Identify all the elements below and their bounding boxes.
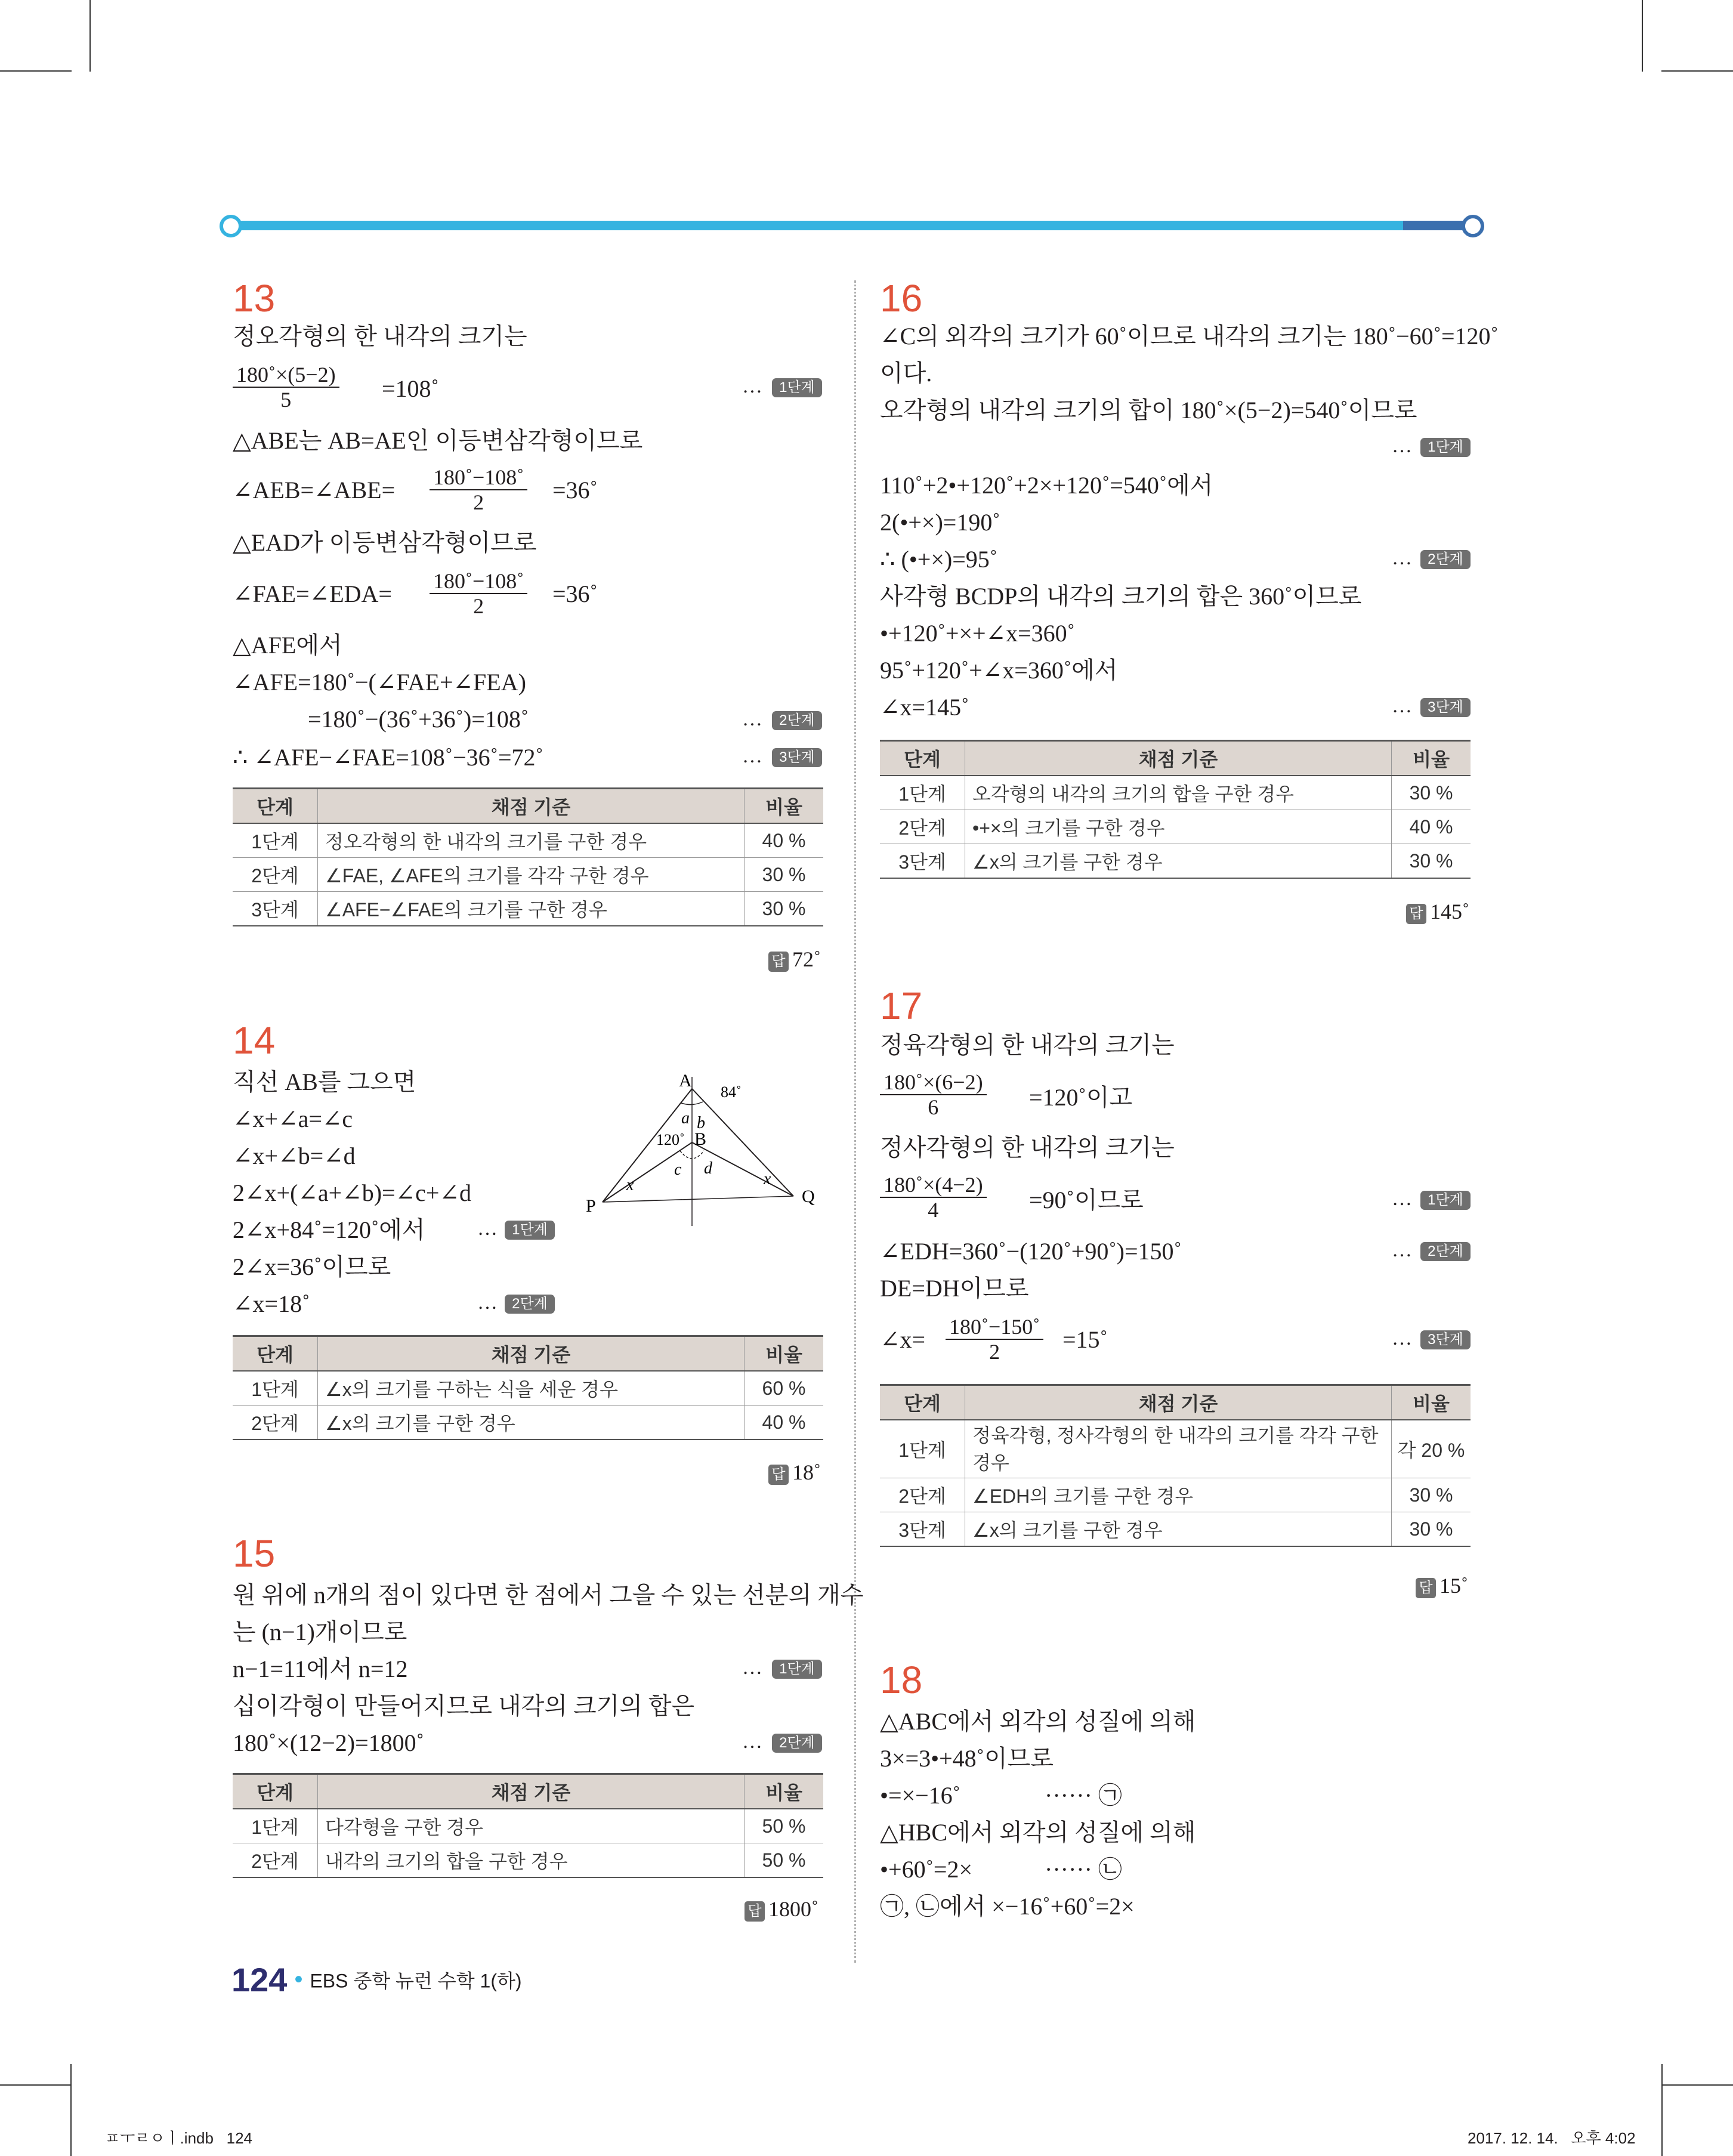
equation-ref: ······ ㉠ (1045, 1782, 1122, 1809)
table-cell: 3단계 (233, 892, 318, 926)
label-Q: Q (802, 1187, 815, 1206)
problem-number: 17 (880, 984, 923, 1027)
header-bar (220, 220, 1477, 231)
table-row (233, 1809, 823, 1843)
segment-PQ (603, 1196, 793, 1202)
solution-line: DE=DH이므로 (880, 1275, 1029, 1302)
grading-table (880, 740, 1471, 879)
solution-line: n−1=11에서 n=12 (233, 1655, 408, 1682)
solution-line: △ABE는 AB=AE인 이등변삼각형이므로 (233, 427, 643, 454)
ellipsis: … (1392, 695, 1412, 717)
table-cell: ∠EDH의 크기를 구한 경우 (965, 1478, 1392, 1512)
step-badge: 1단계 (772, 1660, 822, 1679)
ellipsis: … (1392, 1327, 1412, 1349)
ellipsis: … (477, 1218, 498, 1240)
solution-line: 원 위에 n개의 점이 있다면 한 점에서 그을 수 있는 선분의 개수 (233, 1582, 864, 1608)
table-cell: 30 % (1392, 776, 1471, 810)
solution-line: 95˚+120˚+∠x=360˚에서 (880, 657, 1118, 684)
table-cell: 30 % (1392, 844, 1471, 879)
step-badge: 3단계 (1420, 1330, 1471, 1349)
solution-line: 정사각형의 한 내각의 크기는 (880, 1134, 1175, 1161)
column-header: 단계 (233, 1336, 318, 1372)
solution-line: 십이각형이 만들어지므로 내각의 크기의 합은 (233, 1692, 695, 1719)
solution-line: 2∠x+84˚=120˚에서 (233, 1216, 425, 1243)
label-b: b (697, 1114, 705, 1132)
step-badge: 2단계 (772, 1734, 822, 1753)
table-header-row (880, 1385, 1471, 1420)
solution-line: ∠x=18˚ (233, 1290, 310, 1317)
answer (768, 947, 821, 972)
table-cell: 40 % (745, 1406, 824, 1440)
table-cell: 내각의 크기의 합을 구한 경우 (318, 1843, 745, 1878)
column-header: 비율 (745, 1774, 824, 1809)
label-c: c (674, 1160, 682, 1179)
label-a: a (681, 1109, 690, 1128)
ellipsis: … (742, 375, 762, 397)
solution-line: 180˚×(12−2)=1800˚ (233, 1729, 424, 1756)
problem-number: 18 (880, 1658, 923, 1701)
answer-value: 18˚ (792, 1460, 821, 1484)
solution-line: 110˚+2•+120˚+2×+120˚=540˚에서 (880, 472, 1213, 499)
solution-line: ∠AEB=∠ABE= (233, 477, 396, 504)
table-row (233, 1406, 823, 1440)
fraction (430, 465, 527, 514)
table-row (880, 776, 1471, 810)
solution-line: 사각형 BCDP의 내각의 크기의 합은 360˚이므로 (880, 583, 1362, 610)
solution-line: ∠x= (880, 1326, 926, 1353)
step-badge: 2단계 (505, 1295, 555, 1314)
solution-line: 2∠x=36˚이므로 (233, 1253, 391, 1280)
table-cell: ∠x의 크기를 구한 경우 (965, 844, 1392, 879)
label-120: 120˚ (656, 1131, 685, 1148)
table-cell: 3단계 (880, 844, 965, 879)
fraction-denominator: 2 (989, 1340, 1000, 1364)
table-cell: 1단계 (233, 1371, 318, 1406)
ellipsis: … (742, 708, 762, 730)
table-cell: 60 % (745, 1371, 824, 1406)
ellipsis: … (742, 745, 762, 767)
solution-line: •+120˚+×+∠x=360˚ (880, 620, 1075, 647)
fraction-denominator: 4 (928, 1198, 939, 1222)
table-row (880, 844, 1471, 879)
table-cell: 1단계 (880, 776, 965, 810)
step-badge: 1단계 (505, 1221, 555, 1240)
solution-line: ∴ (•+×)=95˚ (880, 546, 998, 573)
problem-number: 13 (233, 277, 276, 320)
column-header: 단계 (880, 1385, 965, 1420)
column-divider (854, 280, 856, 1963)
fraction-denominator: 6 (928, 1095, 939, 1119)
grading-table (880, 1384, 1471, 1547)
solution-line: ㉠, ㉡에서 ×−16˚+60˚=2× (880, 1893, 1135, 1920)
solution-line: ∠x=145˚ (880, 694, 969, 721)
fraction (880, 1070, 987, 1119)
table-cell: 30 % (745, 858, 824, 892)
crop-mark (1661, 2064, 1663, 2156)
crop-mark (0, 70, 72, 72)
label-A: A (679, 1071, 692, 1091)
table-cell: 1단계 (233, 823, 318, 858)
label-d: d (704, 1159, 712, 1178)
label-P: P (586, 1196, 596, 1216)
solution-line: ∠C의 외각의 크기가 60˚이므로 내각의 크기는 180˚−60˚=120˚ (880, 323, 1499, 350)
table-header-row (880, 741, 1471, 776)
table-row (880, 810, 1471, 844)
fraction-numerator: 180˚−108˚ (430, 465, 527, 490)
solution-line: ∠FAE=∠EDA= (233, 580, 392, 607)
table-cell: 정육각형, 정사각형의 한 내각의 크기를 각각 구한 경우 (965, 1420, 1392, 1478)
answer-value: 15˚ (1439, 1574, 1468, 1598)
column-header: 비율 (1392, 741, 1471, 776)
column-header: 채점 기준 (318, 1774, 745, 1809)
column-header: 채점 기준 (965, 741, 1392, 776)
solution-line: 직선 AB를 그으면 (233, 1068, 416, 1095)
step-badge: 2단계 (1420, 1242, 1471, 1261)
table-row (233, 858, 823, 892)
table-cell: ∠x의 크기를 구한 경우 (965, 1512, 1392, 1547)
answer (768, 1460, 821, 1485)
solution-line: △AFE에서 (233, 632, 342, 659)
solution-line: ∠EDH=360˚−(120˚+90˚)=150˚ (880, 1238, 1182, 1265)
fraction-denominator: 2 (473, 594, 484, 618)
solution-line: △ABC에서 외각의 성질에 의해 (880, 1708, 1196, 1735)
table-row (880, 1512, 1471, 1547)
solution-line: 2(•+×)=190˚ (880, 509, 1000, 536)
step-badge: 1단계 (772, 378, 822, 397)
answer (745, 1897, 818, 1922)
table-header-row (233, 789, 823, 824)
label-x: x (764, 1170, 771, 1188)
fraction-denominator: 2 (473, 490, 484, 514)
grading-table (233, 1773, 823, 1878)
triangle-figure (585, 1071, 823, 1232)
table-cell: 40 % (745, 823, 824, 858)
answer-icon: 답 (768, 952, 789, 972)
solution-line: =90˚이므로 (1029, 1187, 1144, 1213)
table-header-row (233, 1774, 823, 1809)
segment-AQ (692, 1089, 793, 1196)
step-badge: 2단계 (1420, 550, 1471, 569)
solution-line: =15˚ (1062, 1326, 1108, 1353)
ellipsis: … (1392, 1188, 1412, 1210)
table-row (233, 823, 823, 858)
table-cell: ∠x의 크기를 구한 경우 (318, 1406, 745, 1440)
step-badge: 3단계 (772, 748, 822, 767)
answer (1416, 1574, 1468, 1598)
page-number: 124 (231, 1961, 288, 1999)
fraction-numerator: 180˚×(6−2) (880, 1070, 987, 1095)
table-cell: 2단계 (880, 810, 965, 844)
fraction (880, 1173, 987, 1222)
print-timestamp: 2017. 12. 14. 오후 4:02 (1468, 2129, 1636, 2147)
answer-icon: 답 (1416, 1578, 1436, 1598)
table-row (880, 1478, 1471, 1512)
table-cell: 오각형의 내각의 크기의 합을 구한 경우 (965, 776, 1392, 810)
crop-mark (0, 2084, 72, 2086)
grading-table (233, 1335, 823, 1440)
table-row (233, 1843, 823, 1878)
crop-mark (1661, 70, 1733, 72)
table-cell: 1단계 (880, 1420, 965, 1478)
crop-mark (1661, 2084, 1733, 2086)
table-cell: 2단계 (233, 858, 318, 892)
answer-icon: 답 (745, 1901, 765, 1922)
solution-line: •=×−16˚ (880, 1782, 960, 1809)
table-cell: 50 % (745, 1809, 824, 1843)
ellipsis: … (1392, 1239, 1412, 1261)
solution-line: 정육각형의 한 내각의 크기는 (880, 1031, 1175, 1058)
solution-line: 정오각형의 한 내각의 크기는 (233, 323, 527, 350)
solution-line: ∠AFE=180˚−(∠FAE+∠FEA) (233, 669, 526, 696)
table-cell: 각 20 % (1392, 1420, 1471, 1478)
table-cell: 2단계 (233, 1843, 318, 1878)
fraction-numerator: 180˚×(4−2) (880, 1173, 987, 1198)
table-cell: 40 % (1392, 810, 1471, 844)
ellipsis: … (1392, 547, 1412, 569)
answer-value: 145˚ (1430, 900, 1469, 923)
table-cell: •+×의 크기를 구한 경우 (965, 810, 1392, 844)
crop-mark (70, 2064, 72, 2156)
fraction-numerator: 180˚−108˚ (430, 569, 527, 594)
problem-number: 15 (233, 1532, 276, 1575)
column-header: 채점 기준 (318, 1336, 745, 1372)
table-cell: 2단계 (880, 1478, 965, 1512)
step-badge: 1단계 (1420, 438, 1471, 457)
crop-mark (1642, 0, 1643, 72)
table-cell: ∠AFE−∠FAE의 크기를 구한 경우 (318, 892, 745, 926)
ellipsis: … (1392, 435, 1412, 457)
step-badge: 1단계 (1420, 1191, 1471, 1210)
solution-line: =36˚ (552, 580, 598, 607)
solution-line: ∠x+∠a=∠c (233, 1105, 353, 1132)
fraction-numerator: 180˚−150˚ (946, 1315, 1043, 1340)
table-cell: ∠FAE, ∠AFE의 크기를 각각 구한 경우 (318, 858, 745, 892)
solution-line: ∴ ∠AFE−∠FAE=108˚−36˚=72˚ (233, 744, 543, 771)
step-badge: 2단계 (772, 711, 822, 730)
solution-line: 2∠x+(∠a+∠b)=∠c+∠d (233, 1179, 471, 1206)
table-row (233, 892, 823, 926)
column-header: 채점 기준 (318, 789, 745, 824)
answer (1406, 900, 1469, 924)
answer-icon: 답 (1406, 904, 1426, 924)
solution-line: =36˚ (552, 477, 598, 504)
fraction-denominator: 5 (280, 388, 292, 412)
table-cell: 다각형을 구한 경우 (318, 1809, 745, 1843)
solution-line: △EAD가 이등변삼각형이므로 (233, 529, 537, 556)
answer-icon: 답 (768, 1465, 789, 1485)
fraction-numerator: 180˚×(5−2) (233, 363, 339, 388)
table-cell: 2단계 (233, 1406, 318, 1440)
footer-bullet: • (294, 1966, 303, 1993)
table-cell: 3단계 (880, 1512, 965, 1547)
solution-line: △HBC에서 외각의 성질에 의해 (880, 1819, 1196, 1846)
table-cell: 30 % (1392, 1512, 1471, 1547)
fraction (233, 363, 339, 412)
ellipsis: … (742, 1731, 762, 1753)
table-cell: 30 % (745, 892, 824, 926)
label-84: 84˚ (721, 1083, 742, 1101)
ellipsis: … (477, 1292, 498, 1314)
table-cell: 50 % (745, 1843, 824, 1878)
label-x: x (626, 1176, 634, 1194)
fraction (946, 1315, 1043, 1364)
table-cell: 30 % (1392, 1478, 1471, 1512)
solution-line: ∠x+∠b=∠d (233, 1142, 356, 1169)
solution-line: 는 (n−1)개이므로 (233, 1618, 407, 1645)
column-header: 비율 (745, 1336, 824, 1372)
solution-line: =180˚−(36˚+36˚)=108˚ (308, 706, 529, 733)
table-row (880, 1420, 1471, 1478)
table-row (233, 1371, 823, 1406)
solution-line: 3×=3•+48˚이므로 (880, 1745, 1054, 1772)
fraction (430, 569, 527, 618)
table-cell: ∠x의 크기를 구하는 식을 세운 경우 (318, 1371, 745, 1406)
ellipsis: … (742, 1657, 762, 1679)
column-header: 비율 (1392, 1385, 1471, 1420)
column-header: 단계 (233, 789, 318, 824)
solution-line: =108˚ (382, 375, 439, 402)
solution-line: •+60˚=2× (880, 1856, 972, 1883)
answer-value: 1800˚ (768, 1897, 818, 1921)
column-header: 채점 기준 (965, 1385, 1392, 1420)
label-B: B (694, 1129, 707, 1149)
table-cell: 정오각형의 한 내각의 크기를 구한 경우 (318, 823, 745, 858)
column-header: 단계 (233, 1774, 318, 1809)
grading-table (233, 787, 823, 926)
solution-line: =120˚이고 (1029, 1084, 1133, 1111)
step-badge: 3단계 (1420, 698, 1471, 717)
page-footer (231, 1960, 522, 1999)
solution-line: 오각형의 내각의 크기의 합이 180˚×(5−2)=540˚이므로 (880, 397, 1417, 424)
column-header: 단계 (880, 741, 965, 776)
table-header-row (233, 1336, 823, 1372)
solution-line: 이다. (880, 360, 932, 387)
answer-value: 72˚ (792, 947, 821, 971)
equation-ref: ······ ㉡ (1045, 1856, 1122, 1883)
column-header: 비율 (745, 789, 824, 824)
file-info: ㅍㅜㄹㅇㅣ.indb 124 (105, 2129, 253, 2147)
crop-mark (89, 0, 91, 72)
problem-number: 16 (880, 277, 923, 320)
table-cell: 1단계 (233, 1809, 318, 1843)
book-title: EBS 중학 뉴런 수학 1(하) (310, 1970, 522, 1992)
problem-number: 14 (233, 1019, 276, 1062)
